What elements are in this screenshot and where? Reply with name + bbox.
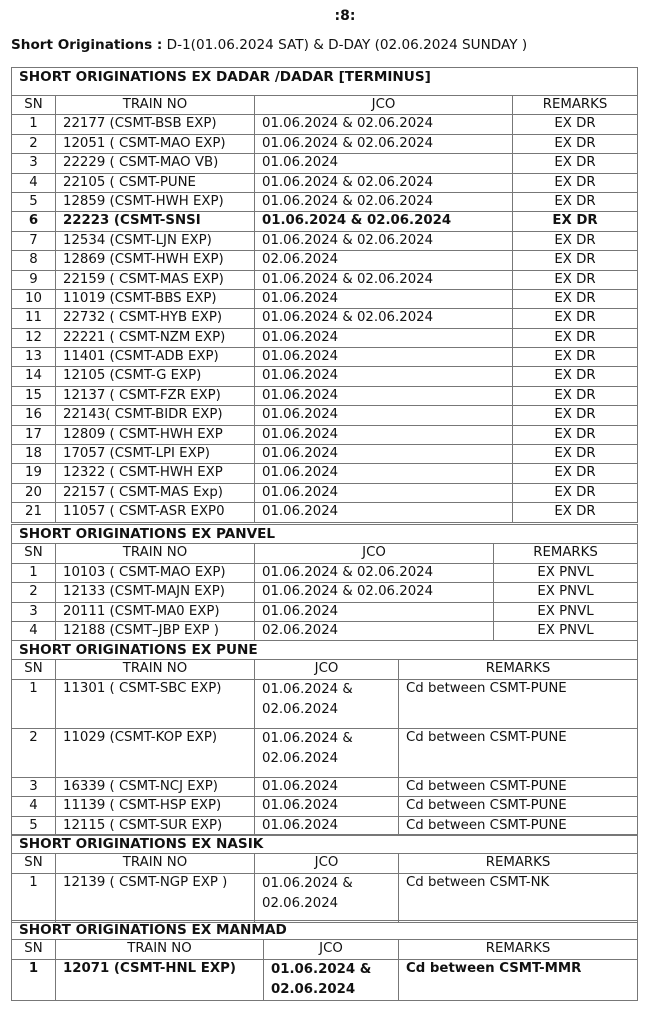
cell-sn: 4 (12, 173, 56, 192)
cell-remarks: EX DR (513, 445, 638, 464)
cell-jco: 01.06.2024 (255, 406, 513, 425)
header-remarks: REMARKS (399, 854, 638, 873)
table-row (12, 602, 638, 621)
table-row (12, 406, 638, 425)
cell-sn: 10 (12, 289, 56, 308)
cell-remarks: EX DR (513, 483, 638, 502)
table-row (12, 728, 638, 777)
table-row (12, 583, 638, 602)
cell-train: 11401 (CSMT-ADB EXP) (56, 348, 255, 367)
cell-train: 22159 ( CSMT-MAS EXP) (56, 270, 255, 289)
cell-jco: 01.06.2024 & 02.06.2024 (255, 212, 513, 231)
table-row (12, 270, 638, 289)
section-title: SHORT ORIGINATIONS EX DADAR /DADAR [TERMINUS] (12, 68, 638, 96)
table-row (12, 797, 638, 816)
cell-jco: 01.06.2024 & 02.06.2024 (255, 728, 399, 777)
cell-remarks: Cd between CSMT-PUNE (399, 679, 638, 728)
heading-text: D-1(01.06.2024 SAT) & D-DAY (02.06.2024 SUNDAY ) (162, 37, 528, 53)
cell-sn: 1 (12, 679, 56, 728)
cell-jco: 01.06.2024 (255, 328, 513, 347)
cell-remarks: Cd between CSMT-MMR (399, 959, 638, 1000)
cell-sn: 21 (12, 503, 56, 522)
header-sn: SN (12, 96, 56, 115)
table-row (12, 621, 638, 640)
header-row (12, 854, 638, 873)
cell-remarks: Cd between CSMT-PUNE (399, 816, 638, 835)
table-row (12, 309, 638, 328)
nasik-table (11, 834, 638, 923)
cell-sn: 1 (12, 563, 56, 582)
cell-remarks: EX DR (513, 289, 638, 308)
table-row (12, 777, 638, 796)
cell-sn: 6 (12, 212, 56, 231)
heading-label: Short Originations : (11, 37, 163, 53)
cell-train: 12809 ( CSMT-HWH EXP (56, 425, 255, 444)
table-row (12, 212, 638, 231)
cell-sn: 5 (12, 192, 56, 211)
cell-jco: 01.06.2024 (255, 602, 494, 621)
header-sn: SN (12, 660, 56, 679)
header-train: TRAIN NO (56, 96, 255, 115)
cell-remarks: EX DR (513, 425, 638, 444)
cell-jco: 01.06.2024 & 02.06.2024 (255, 270, 513, 289)
cell-remarks: EX DR (513, 212, 638, 231)
header-jco: JCO (255, 854, 399, 873)
section-title: SHORT ORIGINATIONS EX NASIK (12, 835, 638, 854)
cell-jco: 01.06.2024 & 02.06.2024 (255, 115, 513, 134)
cell-jco: 01.06.2024 (255, 425, 513, 444)
cell-remarks: Cd between CSMT-PUNE (399, 797, 638, 816)
cell-sn: 17 (12, 425, 56, 444)
cell-train: 22105 ( CSMT-PUNE (56, 173, 255, 192)
cell-remarks: EX DR (513, 154, 638, 173)
cell-remarks: EX DR (513, 386, 638, 405)
cell-remarks: EX DR (513, 270, 638, 289)
table-row (12, 445, 638, 464)
pune-table (11, 640, 638, 836)
panvel-table (11, 524, 638, 641)
cell-remarks: EX DR (513, 348, 638, 367)
dadar-table (11, 67, 638, 523)
cell-train: 22221 ( CSMT-NZM EXP) (56, 328, 255, 347)
header-sn: SN (12, 544, 56, 563)
cell-jco: 01.06.2024 & 02.06.2024 (255, 309, 513, 328)
cell-remarks: EX PNVL (494, 621, 638, 640)
cell-train: 12105 (CSMT-G EXP) (56, 367, 255, 386)
cell-jco: 01.06.2024 & 02.06.2024 (264, 959, 399, 1000)
section-title: SHORT ORIGINATIONS EX MANMAD (12, 921, 638, 940)
cell-train: 22143( CSMT-BIDR EXP) (56, 406, 255, 425)
table-row (12, 231, 638, 250)
cell-jco: 01.06.2024 & 02.06.2024 (255, 192, 513, 211)
header-remarks: REMARKS (513, 96, 638, 115)
cell-train: 12322 ( CSMT-HWH EXP (56, 464, 255, 483)
manmad-table-wrap (11, 920, 637, 1001)
header-jco: JCO (255, 96, 513, 115)
table-row (12, 367, 638, 386)
table-row (12, 154, 638, 173)
cell-sn: 14 (12, 367, 56, 386)
header-sn: SN (12, 940, 56, 959)
cell-jco: 01.06.2024 & 02.06.2024 (255, 134, 513, 153)
table-row (12, 816, 638, 835)
cell-jco: 01.06.2024 (255, 154, 513, 173)
table-row (12, 563, 638, 582)
cell-train: 12133 (CSMT-MAJN EXP) (56, 583, 255, 602)
cell-train: 12137 ( CSMT-FZR EXP) (56, 386, 255, 405)
cell-train: 22157 ( CSMT-MAS Exp) (56, 483, 255, 502)
cell-sn: 5 (12, 816, 56, 835)
cell-train: 11029 (CSMT-KOP EXP) (56, 728, 255, 777)
cell-train: 16339 ( CSMT-NCJ EXP) (56, 777, 255, 796)
pune-rows (12, 679, 638, 835)
cell-train: 22732 ( CSMT-HYB EXP) (56, 309, 255, 328)
cell-train: 17057 (CSMT-LPI EXP) (56, 445, 255, 464)
cell-train: 11057 ( CSMT-ASR EXP0 (56, 503, 255, 522)
header-sn: SN (12, 854, 56, 873)
cell-remarks: EX DR (513, 134, 638, 153)
cell-jco: 01.06.2024 (255, 797, 399, 816)
cell-sn: 4 (12, 797, 56, 816)
cell-jco: 01.06.2024 & 02.06.2024 (255, 679, 399, 728)
cell-sn: 3 (12, 777, 56, 796)
cell-sn: 12 (12, 328, 56, 347)
cell-sn: 2 (12, 728, 56, 777)
table-row (12, 464, 638, 483)
table-row (12, 134, 638, 153)
cell-sn: 1 (12, 959, 56, 1000)
cell-jco: 01.06.2024 (255, 503, 513, 522)
table-row (12, 348, 638, 367)
header-remarks: REMARKS (399, 660, 638, 679)
cell-remarks: EX DR (513, 115, 638, 134)
cell-sn: 4 (12, 621, 56, 640)
panvel-table-wrap (11, 524, 637, 641)
cell-sn: 1 (12, 115, 56, 134)
header-train: TRAIN NO (56, 940, 264, 959)
cell-jco: 01.06.2024 & 02.06.2024 (255, 583, 494, 602)
cell-jco: 01.06.2024 (255, 464, 513, 483)
cell-jco: 01.06.2024 (255, 445, 513, 464)
table-row (12, 115, 638, 134)
cell-jco: 02.06.2024 (255, 251, 513, 270)
cell-jco: 01.06.2024 (255, 367, 513, 386)
header-remarks: REMARKS (494, 544, 638, 563)
cell-jco: 01.06.2024 (255, 386, 513, 405)
cell-remarks: EX DR (513, 328, 638, 347)
cell-remarks: Cd between CSMT-NK (399, 873, 638, 922)
nasik-table-wrap (11, 834, 637, 923)
cell-jco: 01.06.2024 (255, 348, 513, 367)
cell-remarks: Cd between CSMT-PUNE (399, 728, 638, 777)
cell-sn: 11 (12, 309, 56, 328)
manmad-rows (12, 959, 638, 1000)
cell-sn: 3 (12, 154, 56, 173)
cell-sn: 19 (12, 464, 56, 483)
table-row (12, 873, 638, 922)
page-number: :8: (334, 8, 356, 24)
cell-train: 12071 (CSMT-HNL EXP) (56, 959, 264, 1000)
cell-jco: 01.06.2024 & 02.06.2024 (255, 563, 494, 582)
header-jco: JCO (255, 660, 399, 679)
header-row (12, 544, 638, 563)
cell-remarks: EX DR (513, 173, 638, 192)
dadar-table-wrap (11, 67, 637, 523)
table-row (12, 251, 638, 270)
header-train: TRAIN NO (56, 660, 255, 679)
cell-train: 12139 ( CSMT-NGP EXP ) (56, 873, 255, 922)
cell-remarks: EX PNVL (494, 563, 638, 582)
cell-train: 12859 (CSMT-HWH EXP) (56, 192, 255, 211)
table-row (12, 483, 638, 502)
section-title: SHORT ORIGINATIONS EX PANVEL (12, 525, 638, 544)
cell-sn: 20 (12, 483, 56, 502)
table-row (12, 192, 638, 211)
cell-sn: 13 (12, 348, 56, 367)
cell-train: 12051 ( CSMT-MAO EXP) (56, 134, 255, 153)
cell-jco: 01.06.2024 (255, 816, 399, 835)
cell-train: 11139 ( CSMT-HSP EXP) (56, 797, 255, 816)
cell-sn: 15 (12, 386, 56, 405)
cell-train: 12188 (CSMT–JBP EXP ) (56, 621, 255, 640)
cell-sn: 18 (12, 445, 56, 464)
cell-jco: 01.06.2024 (255, 483, 513, 502)
cell-jco: 01.06.2024 (255, 289, 513, 308)
cell-train: 22223 (CSMT-SNSI (56, 212, 255, 231)
cell-train: 11301 ( CSMT-SBC EXP) (56, 679, 255, 728)
cell-remarks: EX DR (513, 231, 638, 250)
header-row (12, 940, 638, 959)
pune-table-wrap (11, 640, 637, 836)
cell-train: 10103 ( CSMT-MAO EXP) (56, 563, 255, 582)
table-row (12, 959, 638, 1000)
table-row (12, 386, 638, 405)
header-train: TRAIN NO (56, 854, 255, 873)
cell-jco: 01.06.2024 & 02.06.2024 (255, 231, 513, 250)
section-title: SHORT ORIGINATIONS EX PUNE (12, 641, 638, 660)
header-row (12, 96, 638, 115)
cell-remarks: EX DR (513, 309, 638, 328)
cell-jco: 01.06.2024 & 02.06.2024 (255, 173, 513, 192)
page-heading (11, 37, 527, 53)
cell-remarks: EX DR (513, 251, 638, 270)
cell-jco: 02.06.2024 (255, 621, 494, 640)
cell-jco: 01.06.2024 & 02.06.2024 (255, 873, 399, 922)
cell-jco: 01.06.2024 (255, 777, 399, 796)
cell-train: 20111 (CSMT-MA0 EXP) (56, 602, 255, 621)
header-train: TRAIN NO (56, 544, 255, 563)
table-row (12, 679, 638, 728)
cell-sn: 2 (12, 134, 56, 153)
cell-train: 22229 ( CSMT-MAO VB) (56, 154, 255, 173)
table-row (12, 503, 638, 522)
table-row (12, 425, 638, 444)
cell-sn: 8 (12, 251, 56, 270)
cell-train: 11019 (CSMT-BBS EXP) (56, 289, 255, 308)
cell-sn: 1 (12, 873, 56, 922)
cell-sn: 7 (12, 231, 56, 250)
manmad-table (11, 920, 638, 1001)
cell-remarks: EX DR (513, 367, 638, 386)
panvel-rows (12, 563, 638, 641)
cell-remarks: EX DR (513, 464, 638, 483)
cell-train: 12869 (CSMT-HWH EXP) (56, 251, 255, 270)
cell-train: 12534 (CSMT-LJN EXP) (56, 231, 255, 250)
dadar-rows (12, 115, 638, 522)
cell-train: 22177 (CSMT-BSB EXP) (56, 115, 255, 134)
header-remarks: REMARKS (399, 940, 638, 959)
cell-sn: 9 (12, 270, 56, 289)
header-jco: JCO (255, 544, 494, 563)
cell-remarks: EX DR (513, 406, 638, 425)
table-row (12, 173, 638, 192)
cell-remarks: EX DR (513, 192, 638, 211)
cell-sn: 16 (12, 406, 56, 425)
cell-remarks: Cd between CSMT-PUNE (399, 777, 638, 796)
cell-remarks: EX PNVL (494, 602, 638, 621)
cell-sn: 3 (12, 602, 56, 621)
header-jco: JCO (264, 940, 399, 959)
table-row (12, 289, 638, 308)
nasik-rows (12, 873, 638, 922)
cell-remarks: EX DR (513, 503, 638, 522)
header-row (12, 660, 638, 679)
cell-remarks: EX PNVL (494, 583, 638, 602)
cell-sn: 2 (12, 583, 56, 602)
cell-train: 12115 ( CSMT-SUR EXP) (56, 816, 255, 835)
table-row (12, 328, 638, 347)
